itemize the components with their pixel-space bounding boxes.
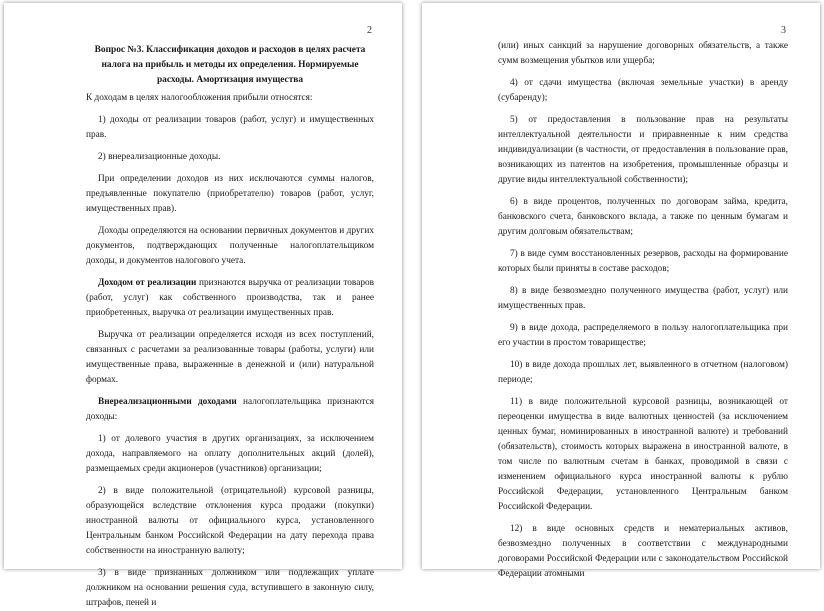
section-heading: Вопрос №3. Классификация доходов и расходов в целях расчета налога на прибыль и методы их определения. Нормируемые расходы. Амортизация имущества (94, 45, 366, 85)
paragraph-text: налогоплательщика признаются доходы: (86, 397, 374, 422)
paragraph: При определении доходов из них исключаются суммы налогов, предъявленные покупателю (приобретателю) товаров (работ, услуг, имущественных прав). (86, 174, 374, 214)
bold-term: Внереализационными доходами (98, 397, 237, 407)
paragraph: 10) в виде дохода прошлых лет, выявленного в отчетном (налоговом) периоде; (498, 360, 788, 385)
paragraph: 6) в виде процентов, полученных по договорам займа, кредита, банковского счета, банковского вклада, а также по ценным бумагам и другим долговым обязательствам; (498, 197, 788, 237)
paragraph: 1) доходы от реализации товаров (работ, услуг) и имущественных прав. (86, 115, 374, 140)
paragraph: Доходы определяются на основании первичных документов и других документов, подтверждающих полученные налогоплательщиком доходы, и документов налогового учета. (86, 226, 374, 266)
paragraph: 11) в виде положительной курсовой разницы, возникающей от переоценки имущества в виде валютных ценностей (за исключением ценных бумаг, номинированных в иностранной валюте) и требований (обязательств), стоимость которых выражена в иностранной валюте, в том числе по валютным счетам в банках, проводимой в связи с изменением официального курса иностранной валюты к рублю Российской Федерации, установленного Центральным банком Российской Федерации. (498, 397, 788, 512)
paragraph-text: признаются выручка от реализации товаров (работ, услуг) как собственного производства, так и ранее приобретенных, выручка от реализации имущественных прав. (86, 278, 375, 318)
paragraph: Выручка от реализации определяется исходя из всех поступлений, связанных с расчетами за реализованные товары (работы, услуги) или имущественные права, выраженные в денежной и (или) натуральной формах. (86, 330, 374, 385)
paragraph (86, 395, 374, 425)
paragraph: 4) от сдачи имущества (включая земельные участки) в аренду (субаренду); (498, 78, 788, 103)
paragraph: 3) в виде признанных должником или подлежащих уплате должником на основании решения суда, вступившего в законную силу, штрафов, пеней и (86, 568, 374, 608)
page-number: 2 (367, 25, 372, 36)
paragraph (86, 276, 374, 321)
paragraph: К доходам в целях налогообложения прибыли относятся: (86, 93, 313, 103)
paragraph: 2) внереализационные доходы. (98, 152, 221, 162)
paragraph: (или) иных санкций за нарушение договорных обязательств, а также сумм возмещения убытков или ущерба; (498, 41, 788, 66)
document-page-right (422, 3, 820, 579)
paragraph: 8) в виде безвозмездно полученного имущества (работ, услуг) или имущественных прав. (498, 286, 788, 311)
paragraph: 7) в виде сумм восстановленных резервов, расходы на формирование которых были приняты в составе расходов; (498, 249, 788, 274)
paragraph: 1) от долевого участия в других организациях, за исключением дохода, направляемого на оплату дополнительных акций (долей), размещаемых среди акционеров (участников) организации; (86, 434, 374, 474)
paragraph: 9) в виде дохода, распределяемого в пользу налогоплательщика при его участии в простом товариществе; (498, 323, 788, 348)
page-number: 3 (781, 25, 786, 36)
paragraph: 5) от предоставления в пользование прав на результаты интеллектуальной деятельности и приравненные к ним средства индивидуализации (в частности, от предоставления в пользование прав, возникающих из патентов на изобретения, промышленные образцы и другие виды интеллектуальной собственности); (498, 115, 788, 185)
paragraph: 12) в виде основных средств и нематериальных активов, безвозмездно полученных в соответствии с международными договорами Российской Федерации или с законодательством Российской Федерации атомными (498, 524, 788, 579)
document-page-left (4, 3, 402, 608)
paragraph: 2) в виде положительной (отрицательной) курсовой разницы, образующейся вследствие отклонения курса продажи (покупки) иностранной валюты от официального курса, установленного Центральным банком Российской Федерации на дату перехода права собственности на иностранную валюту; (86, 486, 374, 556)
bold-term: Доходом от реализации (98, 278, 197, 288)
